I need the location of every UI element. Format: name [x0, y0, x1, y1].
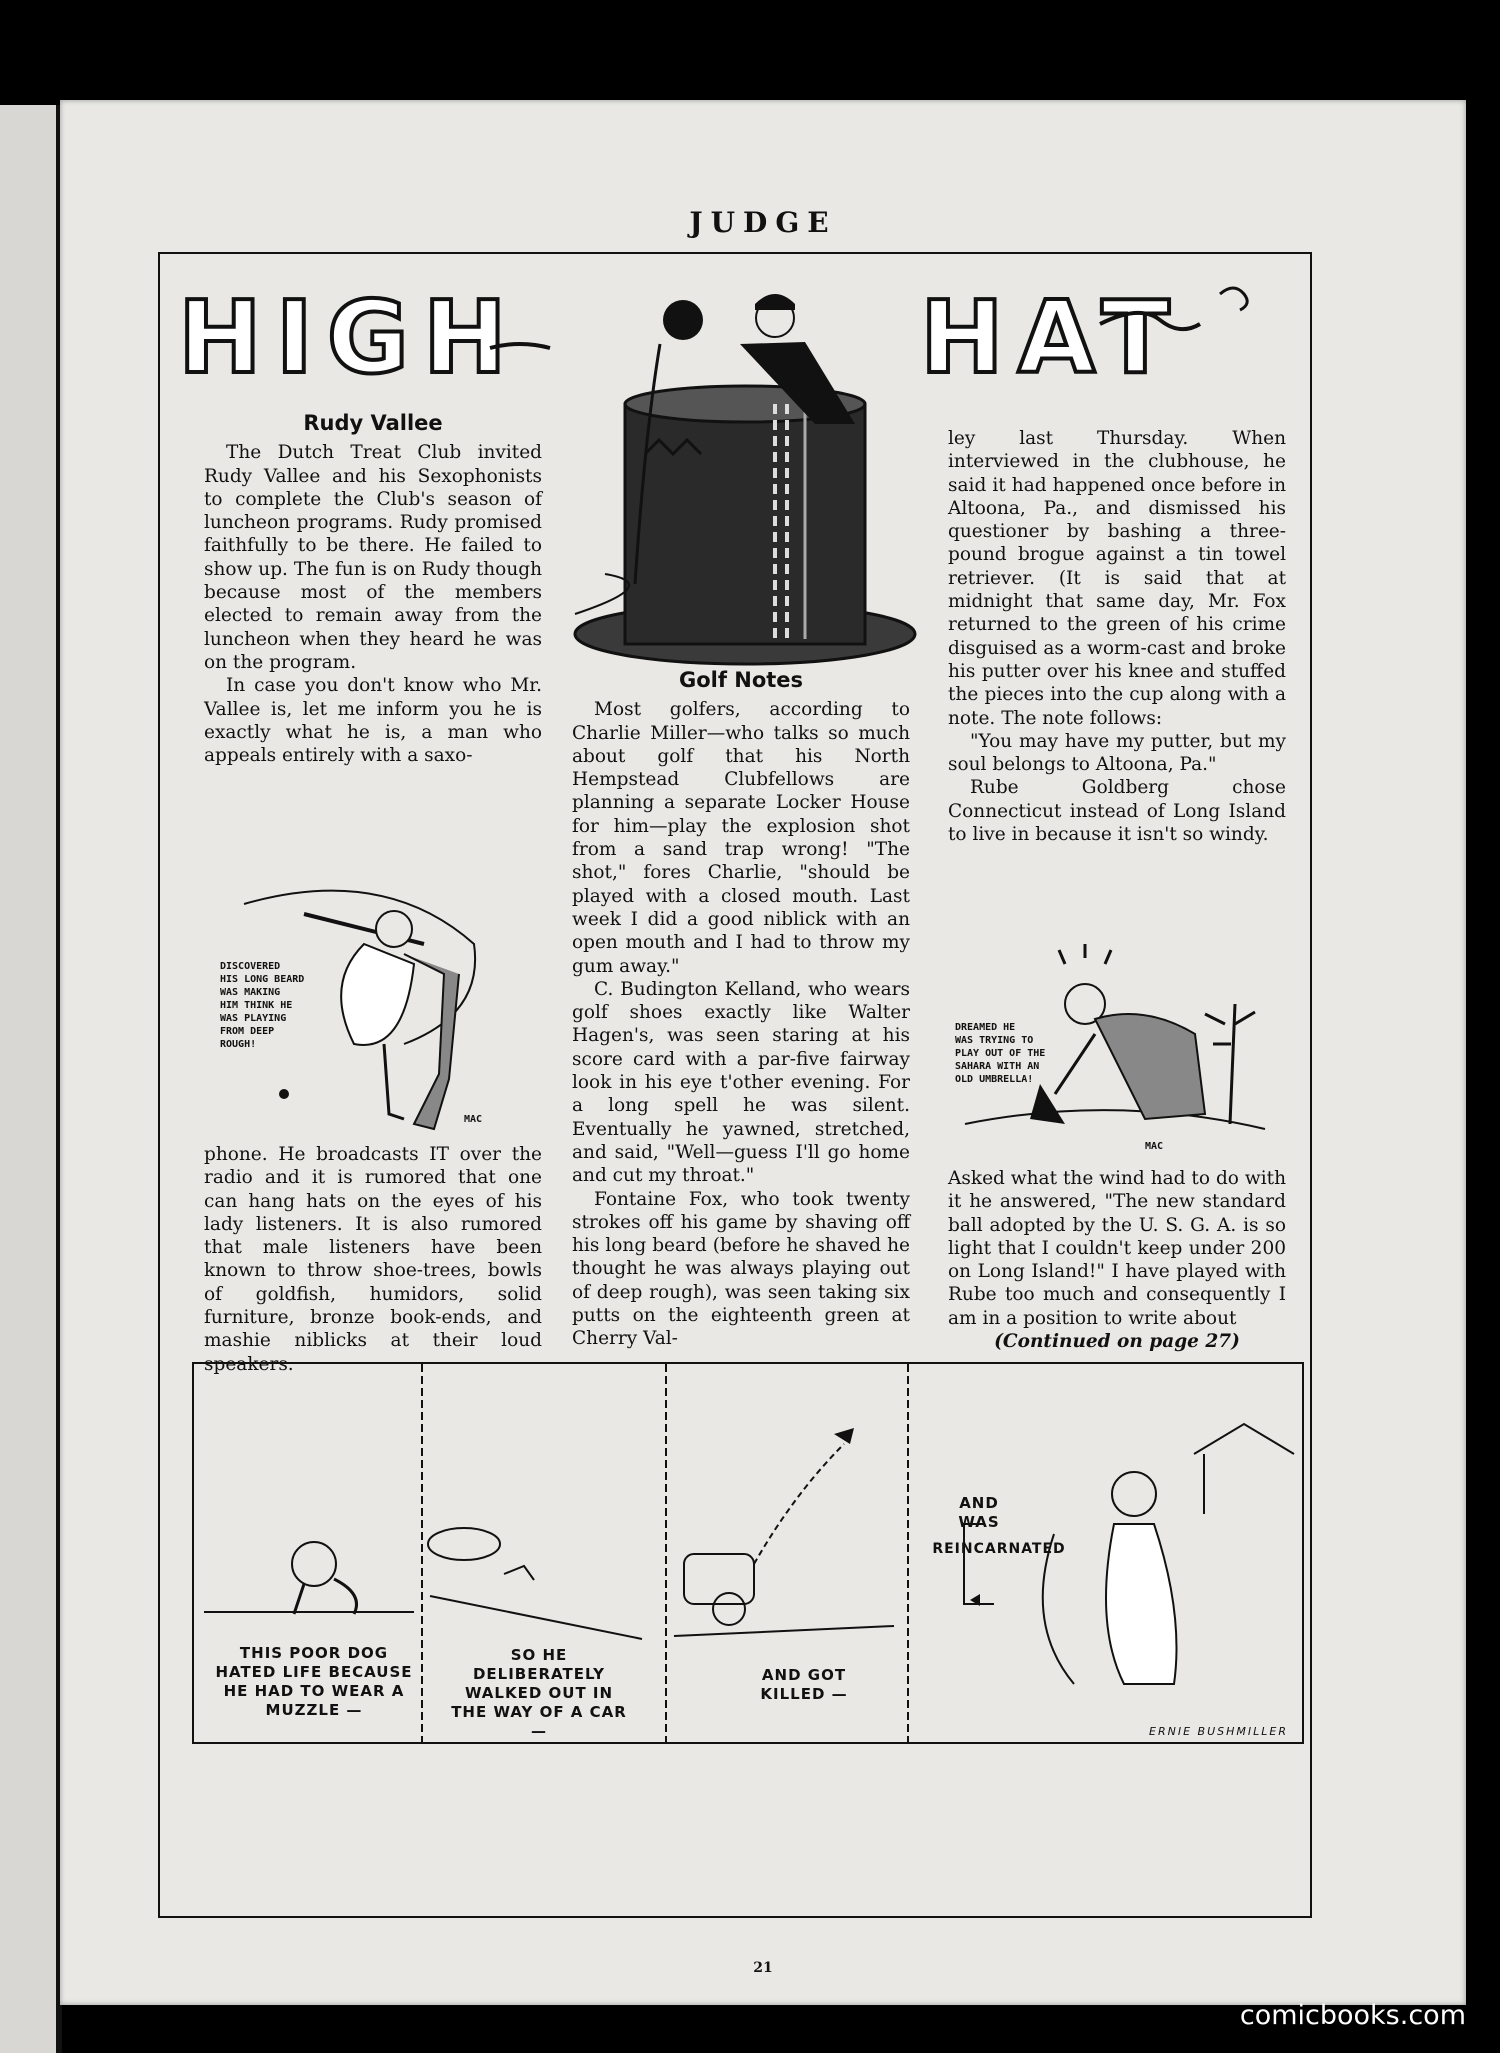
- panel1-caption: THIS POOR DOG HATED LIFE BECAUSE HE HAD TO WEAR A MUZZLE —: [215, 1644, 413, 1719]
- column-3-bottom: [948, 1167, 1286, 1353]
- site-watermark: comicbooks.com: [1239, 2000, 1466, 2031]
- golf-para-1: Most golfers, according to Charlie Miller—who talks so much about golf that his North Hempstead Clubfellows are planning a separate Locker House for him—play the explosion shot from a sand trap wrong! "The shot," fores Charlie, "should be played with a closed mouth. Last week I did a good niblick with an open mouth and I had to throw my gum away.": [572, 699, 910, 977]
- golf-notes-heading: Golf Notes: [678, 668, 804, 692]
- comic-strip: [192, 1362, 1304, 1744]
- rudy-vallee-heading: Rudy Vallee: [303, 411, 443, 435]
- col3-para-2: "You may have my putter, but my soul belongs to Altoona, Pa.": [948, 730, 1286, 776]
- col3-para-4: Asked what the wind had to do with it he answered, "The new standard ball adopted by the U. S. G. A. is so light that I couldn't keep under 200 on Long Island!" I have played with Rube too much and consequently I am in a position to write about: [948, 1168, 1286, 1329]
- cartoon1-caption-line: HIM THINK HE: [220, 1000, 293, 1011]
- cartoon1-caption-line: WAS MAKING: [220, 987, 281, 998]
- sand-trap-golfer-cartoon: [945, 944, 1285, 1159]
- panel3-caption: AND GOT KILLED —: [760, 1666, 848, 1703]
- cartoon1-caption-line: ROUGH!: [220, 1039, 257, 1050]
- column-1-top: [204, 412, 542, 767]
- strip-signature: ERNIE BUSHMILLER: [1149, 1725, 1288, 1738]
- page-number: 21: [753, 1960, 773, 1976]
- column-2: [572, 669, 910, 1351]
- cartoon2-caption-line: OLD UMBRELLA!: [955, 1074, 1034, 1085]
- cartoon2-caption: [955, 1022, 1045, 1085]
- golf-para-2: C. Budington Kelland, who wears golf shoes exactly like Walter Hagen's, was seen staring at his score card with a par-five fairway look in his eye t'other evening. For a long spell he was silent. Eventually he yawned, stretched, and said, "Well—guess I'll go home and cut my throat.": [572, 978, 910, 1187]
- golf-para-3: Fontaine Fox, who took twenty strokes off his game by shaving off his long beard (before he shaved he thought he was always playing out of deep rough), was seen taking six putts on the eighteenth green at Cherry Val-: [572, 1188, 910, 1350]
- rudy-para-2: In case you don't know who Mr. Vallee is, let me inform you he is exactly what he is, a man who appeals entirely with a saxo-: [204, 675, 542, 767]
- top-hat-couple-illustration: [565, 284, 925, 674]
- col3-para-1: ley last Thursday. When interviewed in the clubhouse, he said it had happened once before in Altoona, Pa., and dismissed his questioner by bashing a three-pound brogue against a tin towel retriever. (It is said that at midnight that same day, Mr. Fox returned to the green of his crime disguised as a worm-cast and broke his putter over his knee and stuffed the pieces into the cup along with a note. The note follows:: [948, 428, 1286, 729]
- cartoon1-signature: MAC: [464, 1114, 483, 1125]
- cartoon1-caption-line: FROM DEEP: [220, 1026, 275, 1037]
- cartoon1-caption: [220, 961, 304, 1050]
- cartoon1-caption-line: HIS LONG BEARD: [220, 974, 305, 985]
- cartoon2-caption-line: PLAY OUT OF THE: [955, 1048, 1046, 1059]
- cartoon1-caption-line: WAS PLAYING: [220, 1013, 287, 1024]
- masthead: JUDGE: [689, 206, 837, 239]
- cartoon2-caption-line: WAS TRYING TO: [955, 1035, 1034, 1046]
- title-hat: HAT: [920, 279, 1184, 396]
- continued-note: (Continued on page 27): [994, 1331, 1240, 1353]
- panel4-caption-top: AND WAS: [958, 1494, 1000, 1531]
- magazine-page: [60, 100, 1466, 2005]
- panel2-caption: SO HE DELIBERATELY WALKED OUT IN THE WAY OF A CAR —: [451, 1646, 627, 1740]
- column-1-bottom: [204, 1143, 542, 1376]
- cartoon2-caption-line: SAHARA WITH AN: [955, 1061, 1040, 1072]
- rudy-para-1: The Dutch Treat Club invited Rudy Vallee and his Sexophonists to complete the Club's season of luncheon programs. Rudy promised faithfully to be there. He failed to show up. The fun is on Rudy though because most of the members elected to remain away from the luncheon when they heard he was on the program.: [204, 442, 542, 673]
- rudy-para-3: phone. He broadcasts IT over the radio and it is rumored that one can hang hats on the eyes of his lady listeners. It is also rumored that male listeners have been known to throw shoe-trees, bowls of goldfish, humidors, solid furniture, bronze book-ends, and mashie niblicks at their loud speakers.: [204, 1144, 542, 1375]
- cartoon1-caption-line: DISCOVERED: [220, 961, 281, 972]
- cartoon2-caption-line: DREAMED HE: [955, 1022, 1016, 1033]
- cartoon2-signature: MAC: [1145, 1141, 1164, 1152]
- col3-para-3: Rube Goldberg chose Connecticut instead of Long Island to live in because it isn't so windy.: [948, 777, 1286, 846]
- bearded-golfer-cartoon: [204, 874, 544, 1139]
- panel4-caption-word: REINCARNATED: [932, 1541, 1066, 1557]
- title-high: HIGH: [178, 279, 521, 396]
- column-3-top: [948, 427, 1286, 846]
- facing-page-edge: [0, 105, 58, 2053]
